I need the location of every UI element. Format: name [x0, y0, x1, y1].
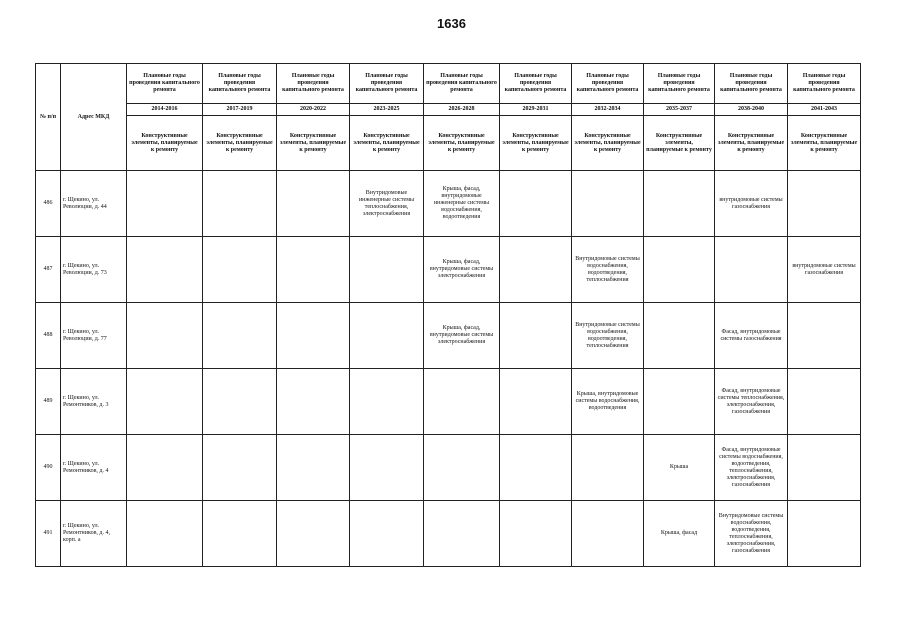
header-elements: Конструктивные элементы, планируемые к ремонту [350, 116, 424, 171]
repair-cell [788, 501, 861, 567]
repair-cell [127, 435, 203, 501]
repair-cell [277, 501, 350, 567]
repair-cell: Крыша, фасад, внутридомовые системы электроснабжения [424, 303, 500, 369]
repair-cell [350, 501, 424, 567]
repair-cell [500, 237, 572, 303]
repair-cell: Крыша, фасад, внутридомовые инженерные системы водоснабжения, водоотведения [424, 171, 500, 237]
header-num: № п/п [36, 64, 61, 171]
table-row [36, 501, 861, 567]
repair-cell: внутридомовые системы газоснабжения [715, 171, 788, 237]
repair-cell [350, 369, 424, 435]
repair-cell [203, 303, 277, 369]
row-number: 490 [36, 435, 61, 501]
header-elements: Конструктивные элементы, планируемые к ремонту [644, 116, 715, 171]
repair-cell [424, 369, 500, 435]
repair-cell [500, 435, 572, 501]
header-planned-years: Плановые годы проведения капитального ремонта [350, 64, 424, 104]
header-planned-years: Плановые годы проведения капитального ремонта [127, 64, 203, 104]
page-number: 1636 [437, 16, 466, 31]
header-period: 2026-2028 [424, 104, 500, 116]
repair-cell [350, 435, 424, 501]
header-period: 2017-2019 [203, 104, 277, 116]
repair-cell [788, 303, 861, 369]
header-period: 2023-2025 [350, 104, 424, 116]
repair-cell [127, 303, 203, 369]
repair-cell [644, 369, 715, 435]
row-address: г. Щекино, ул. Революции, д. 73 [61, 237, 127, 303]
header-planned-years: Плановые годы проведения капитального ремонта [572, 64, 644, 104]
header-planned-years: Плановые годы проведения капитального ремонта [424, 64, 500, 104]
header-period: 2029-2031 [500, 104, 572, 116]
repair-cell [500, 501, 572, 567]
repair-cell [277, 435, 350, 501]
repair-cell: Фасад, внутридомовые системы газоснабжения [715, 303, 788, 369]
table-row [36, 369, 861, 435]
repair-cell [644, 303, 715, 369]
row-number: 486 [36, 171, 61, 237]
header-elements: Конструктивные элементы, планируемые к ремонту [277, 116, 350, 171]
repair-cell [127, 501, 203, 567]
header-period: 2038-2040 [715, 104, 788, 116]
header-period: 2032-2034 [572, 104, 644, 116]
repair-cell: Внутридомовые системы водоснабжения, водоотведения, теплоснабжения [572, 237, 644, 303]
repair-cell [127, 171, 203, 237]
repair-cell: внутридомовые системы газоснабжения [788, 237, 861, 303]
header-period: 2014-2016 [127, 104, 203, 116]
repair-cell [277, 303, 350, 369]
repair-cell [572, 435, 644, 501]
capital-repair-table [35, 63, 861, 567]
header-planned-years: Плановые годы проведения капитального ремонта [788, 64, 861, 104]
repair-cell [203, 501, 277, 567]
repair-cell: Крыша [644, 435, 715, 501]
header-planned-years: Плановые годы проведения капитального ремонта [644, 64, 715, 104]
repair-cell [715, 237, 788, 303]
row-address: г. Щекино, ул. Ремонтников, д. 4 [61, 435, 127, 501]
repair-cell [277, 369, 350, 435]
repair-cell [500, 369, 572, 435]
repair-cell [424, 501, 500, 567]
header-planned-years: Плановые годы проведения капитального ремонта [277, 64, 350, 104]
repair-cell: Крыша, фасад, внутридомовые системы электроснабжения [424, 237, 500, 303]
repair-cell: Внутридомовые инженерные системы теплоснабжения, электроснабжения [350, 171, 424, 237]
repair-cell [788, 369, 861, 435]
table-row [36, 303, 861, 369]
repair-cell [277, 237, 350, 303]
row-number: 487 [36, 237, 61, 303]
header-elements: Конструктивные элементы, планируемые к ремонту [424, 116, 500, 171]
header-elements: Конструктивные элементы, планируемые к ремонту [500, 116, 572, 171]
row-address: г. Щекино, ул. Ремонтников, д. 3 [61, 369, 127, 435]
row-number: 491 [36, 501, 61, 567]
repair-cell [127, 369, 203, 435]
repair-cell [572, 501, 644, 567]
repair-cell [127, 237, 203, 303]
repair-cell [644, 171, 715, 237]
header-period: 2035-2037 [644, 104, 715, 116]
header-elements: Конструктивные элементы, планируемые к ремонту [572, 116, 644, 171]
row-address: г. Щекино, ул. Ремонтников, д. 4, корп. а [61, 501, 127, 567]
repair-cell [788, 171, 861, 237]
repair-cell [424, 435, 500, 501]
repair-cell [500, 303, 572, 369]
header-period: 2041-2043 [788, 104, 861, 116]
repair-cell [644, 237, 715, 303]
table-row [36, 171, 861, 237]
repair-cell: Внутридомовые системы водоснабжения, водоотведения, теплоснабжения, электроснабжения, газоснабжения [715, 501, 788, 567]
header-elements: Конструктивные элементы, планируемые к ремонту [203, 116, 277, 171]
header-address: Адрес МКД [61, 64, 127, 171]
header-period: 2020-2022 [277, 104, 350, 116]
repair-cell [350, 303, 424, 369]
repair-cell [203, 369, 277, 435]
repair-cell [788, 435, 861, 501]
header-planned-years: Плановые годы проведения капитального ремонта [715, 64, 788, 104]
table-row [36, 237, 861, 303]
repair-cell: Крыша, фасад [644, 501, 715, 567]
repair-cell [572, 171, 644, 237]
header-planned-years: Плановые годы проведения капитального ремонта [500, 64, 572, 104]
repair-cell [277, 171, 350, 237]
header-planned-years: Плановые годы проведения капитального ремонта [203, 64, 277, 104]
repair-cell: Фасад, внутридомовые системы водоснабжения, водоотведения, теплоснабжения, электроснабжения, газоснабжения [715, 435, 788, 501]
repair-cell: Фасад, внутридомовые системы теплоснабжения, электроснабжения, газоснабжения [715, 369, 788, 435]
repair-cell [203, 435, 277, 501]
repair-cell [500, 171, 572, 237]
table-row [36, 435, 861, 501]
repair-cell: Внутридомовые системы водоснабжения, водоотведения, теплоснабжения [572, 303, 644, 369]
repair-cell [203, 237, 277, 303]
header-elements: Конструктивные элементы, планируемые к ремонту [715, 116, 788, 171]
header-elements: Конструктивные элементы, планируемые к ремонту [788, 116, 861, 171]
row-number: 489 [36, 369, 61, 435]
header-elements: Конструктивные элементы, планируемые к ремонту [127, 116, 203, 171]
repair-cell: Крыша, внутридомовые системы водоснабжения, водоотведения [572, 369, 644, 435]
repair-cell [203, 171, 277, 237]
repair-cell [350, 237, 424, 303]
row-number: 488 [36, 303, 61, 369]
row-address: г. Щекино, ул. Революции, д. 44 [61, 171, 127, 237]
row-address: г. Щекино, ул. Революции, д. 77 [61, 303, 127, 369]
